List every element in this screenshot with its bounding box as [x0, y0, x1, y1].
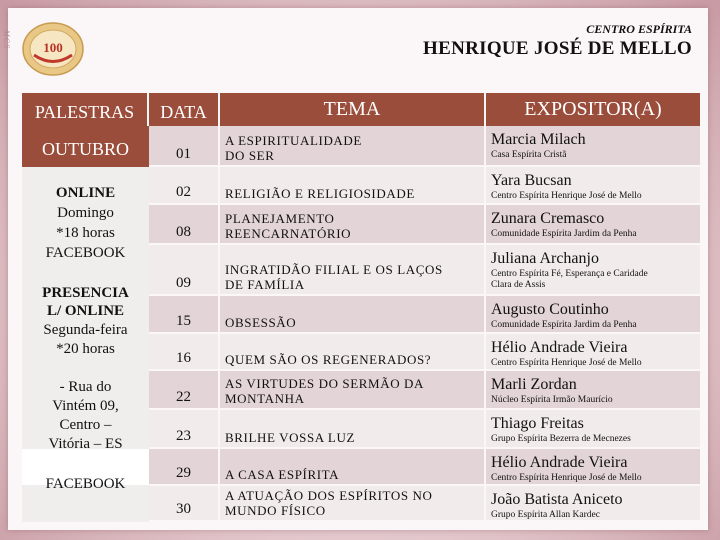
speaker-name: João Batista Aniceto	[491, 491, 623, 508]
speaker-cell	[486, 486, 700, 522]
speaker-center-line-1: Comunidade Espírita Jardim da Penha	[491, 320, 637, 330]
speaker-name: Yara Bucsan	[491, 172, 572, 189]
theme-line-1: OBSESSÃO	[225, 315, 297, 330]
online-time: *18 horas	[56, 225, 115, 241]
speaker-name: Juliana Archanjo	[491, 250, 599, 267]
theme-text	[225, 488, 480, 518]
presencial-channel: FACEBOOK	[45, 476, 126, 492]
speaker-center-line-1: Centro Espírita Henrique José de Mello	[491, 191, 642, 201]
speaker-name: Augusto Coutinho	[491, 301, 609, 318]
theme-cell	[220, 245, 486, 296]
theme-line-1: RELIGIÃO E RELIGIOSIDADE	[225, 186, 415, 201]
speaker-name: Hélio Andrade Vieira	[491, 454, 628, 471]
date-value: 02	[176, 184, 191, 200]
theme-cell	[220, 334, 486, 371]
theme-line-2: MUNDO FÍSICO	[225, 503, 326, 518]
date-value: 29	[176, 465, 191, 481]
speaker-center	[491, 269, 648, 291]
col-header-tema: TEMA	[220, 93, 486, 126]
table-row	[149, 486, 700, 522]
theme-text	[225, 352, 480, 367]
header-title: HENRIQUE JOSÉ DE MELLO	[423, 38, 692, 59]
speaker-cell	[486, 410, 700, 449]
table-row	[149, 296, 700, 334]
table-row	[149, 371, 700, 410]
speaker-center	[491, 358, 642, 369]
date-cell	[149, 449, 220, 486]
speaker-name: Zunara Cremasco	[491, 210, 605, 227]
theme-line-2: DE FAMÍLIA	[225, 277, 305, 292]
theme-line-1: INGRATIDÃO FILIAL E OS LAÇOS	[225, 262, 443, 277]
address-line-4: Vitória – ES	[48, 436, 123, 452]
speaker-center	[491, 191, 642, 202]
speaker-name: Marli Zordan	[491, 376, 577, 393]
online-title: ONLINE	[55, 185, 116, 201]
theme-text	[225, 315, 480, 330]
speaker-cell	[486, 167, 700, 205]
theme-line-2: DO SER	[225, 148, 275, 163]
theme-text	[225, 211, 480, 241]
date-value: 22	[176, 389, 191, 405]
watermark: MCS	[2, 30, 11, 49]
theme-line-1: A ATUAÇÃO DOS ESPÍRITOS NO	[225, 488, 433, 503]
table-row	[149, 205, 700, 245]
theme-cell	[220, 486, 486, 522]
presencial-title-1: PRESENCIA	[42, 285, 129, 301]
date-cell	[149, 126, 220, 167]
online-channel: FACEBOOK	[45, 245, 126, 261]
speaker-cell	[486, 371, 700, 410]
speaker-center	[491, 510, 600, 521]
date-value: 23	[176, 428, 191, 444]
theme-text	[225, 186, 480, 201]
speaker-center-line-1: Comunidade Espírita Jardim da Penha	[491, 229, 637, 239]
center-logo	[22, 22, 84, 76]
theme-text	[225, 467, 480, 482]
table-row	[149, 410, 700, 449]
speaker-center	[491, 320, 637, 331]
speaker-cell	[486, 205, 700, 245]
theme-line-2: MONTANHA	[225, 391, 305, 406]
theme-cell	[220, 205, 486, 245]
table-row	[149, 126, 700, 167]
speaker-center	[491, 229, 637, 240]
speaker-name: Hélio Andrade Vieira	[491, 339, 628, 356]
col-header-data: DATA	[149, 93, 220, 126]
theme-text	[225, 430, 480, 445]
presencial-time: *20 horas	[56, 341, 115, 357]
theme-line-1: BRILHE VOSSA LUZ	[225, 430, 355, 445]
address-line-3: Centro –	[59, 417, 112, 433]
header-subtitle: CENTRO ESPÍRITA	[586, 22, 692, 36]
speaker-center	[491, 395, 613, 406]
date-cell	[149, 410, 220, 449]
speaker-cell	[486, 449, 700, 486]
address-line-1: - Rua do	[59, 379, 112, 395]
col-header-expositor: EXPOSITOR(A)	[486, 93, 700, 126]
theme-line-2: REENCARNATÓRIO	[225, 226, 352, 241]
speaker-center-line-1: Núcleo Espírita Irmão Maurício	[491, 395, 613, 405]
col-header-palestras: PALESTRAS	[22, 93, 149, 126]
date-value: 08	[176, 224, 191, 240]
date-cell	[149, 205, 220, 245]
theme-line-1: QUEM SÃO OS REGENERADOS?	[225, 352, 432, 367]
theme-text	[225, 133, 480, 163]
speaker-cell	[486, 245, 700, 296]
theme-cell	[220, 410, 486, 449]
date-value: 30	[176, 501, 191, 517]
speaker-center-line-1: Casa Espírita Cristã	[491, 150, 567, 160]
theme-line-1: A ESPIRITUALIDADE	[225, 133, 362, 148]
date-value: 15	[176, 313, 191, 329]
date-cell	[149, 296, 220, 334]
speaker-center-line-1: Centro Espírita Henrique José de Mello	[491, 473, 642, 483]
theme-line-1: AS VIRTUDES DO SERMÃO DA	[225, 376, 425, 391]
date-value: 09	[176, 275, 191, 291]
speaker-center-line-1: Grupo Espírita Allan Kardec	[491, 510, 600, 520]
speaker-center	[491, 434, 631, 445]
date-cell	[149, 167, 220, 205]
date-cell	[149, 245, 220, 296]
theme-line-1: PLANEJAMENTO	[225, 211, 335, 226]
speaker-name: Thiago Freitas	[491, 415, 584, 432]
speaker-center-line-2: Clara de Assis	[491, 280, 546, 290]
date-value: 01	[176, 146, 191, 162]
table-row	[149, 449, 700, 486]
table-row	[149, 245, 700, 296]
date-cell	[149, 486, 220, 522]
presencial-title-2: L/ ONLINE	[46, 303, 125, 319]
address-line-2: Vintém 09,	[52, 398, 119, 414]
speaker-center-line-1: Grupo Espírita Bezerra de Mecnezes	[491, 434, 631, 444]
speaker-center	[491, 473, 642, 484]
theme-cell	[220, 371, 486, 410]
month-label: OUTUBRO	[22, 126, 149, 167]
presencial-day: Segunda-feira	[43, 322, 128, 338]
speaker-cell	[486, 334, 700, 371]
table-row	[149, 167, 700, 205]
theme-line-1: A CASA ESPÍRITA	[225, 467, 340, 482]
speaker-center-line-1: Centro Espírita Henrique José de Mello	[491, 358, 642, 368]
table-row	[149, 334, 700, 371]
schedule-info-panel	[22, 167, 149, 522]
date-cell	[149, 334, 220, 371]
date-cell	[149, 371, 220, 410]
online-day: Domingo	[57, 205, 114, 221]
speaker-center-line-1: Centro Espírita Fé, Esperança e Caridade	[491, 269, 648, 279]
theme-text	[225, 262, 480, 292]
speaker-name: Marcia Milach	[491, 131, 586, 148]
theme-cell	[220, 167, 486, 205]
speaker-cell	[486, 296, 700, 334]
theme-text	[225, 376, 480, 406]
speaker-cell	[486, 126, 700, 167]
date-value: 16	[176, 350, 191, 366]
logo-text: 100	[43, 40, 63, 55]
theme-cell	[220, 126, 486, 167]
theme-cell	[220, 449, 486, 486]
speaker-center	[491, 150, 566, 161]
theme-cell	[220, 296, 486, 334]
